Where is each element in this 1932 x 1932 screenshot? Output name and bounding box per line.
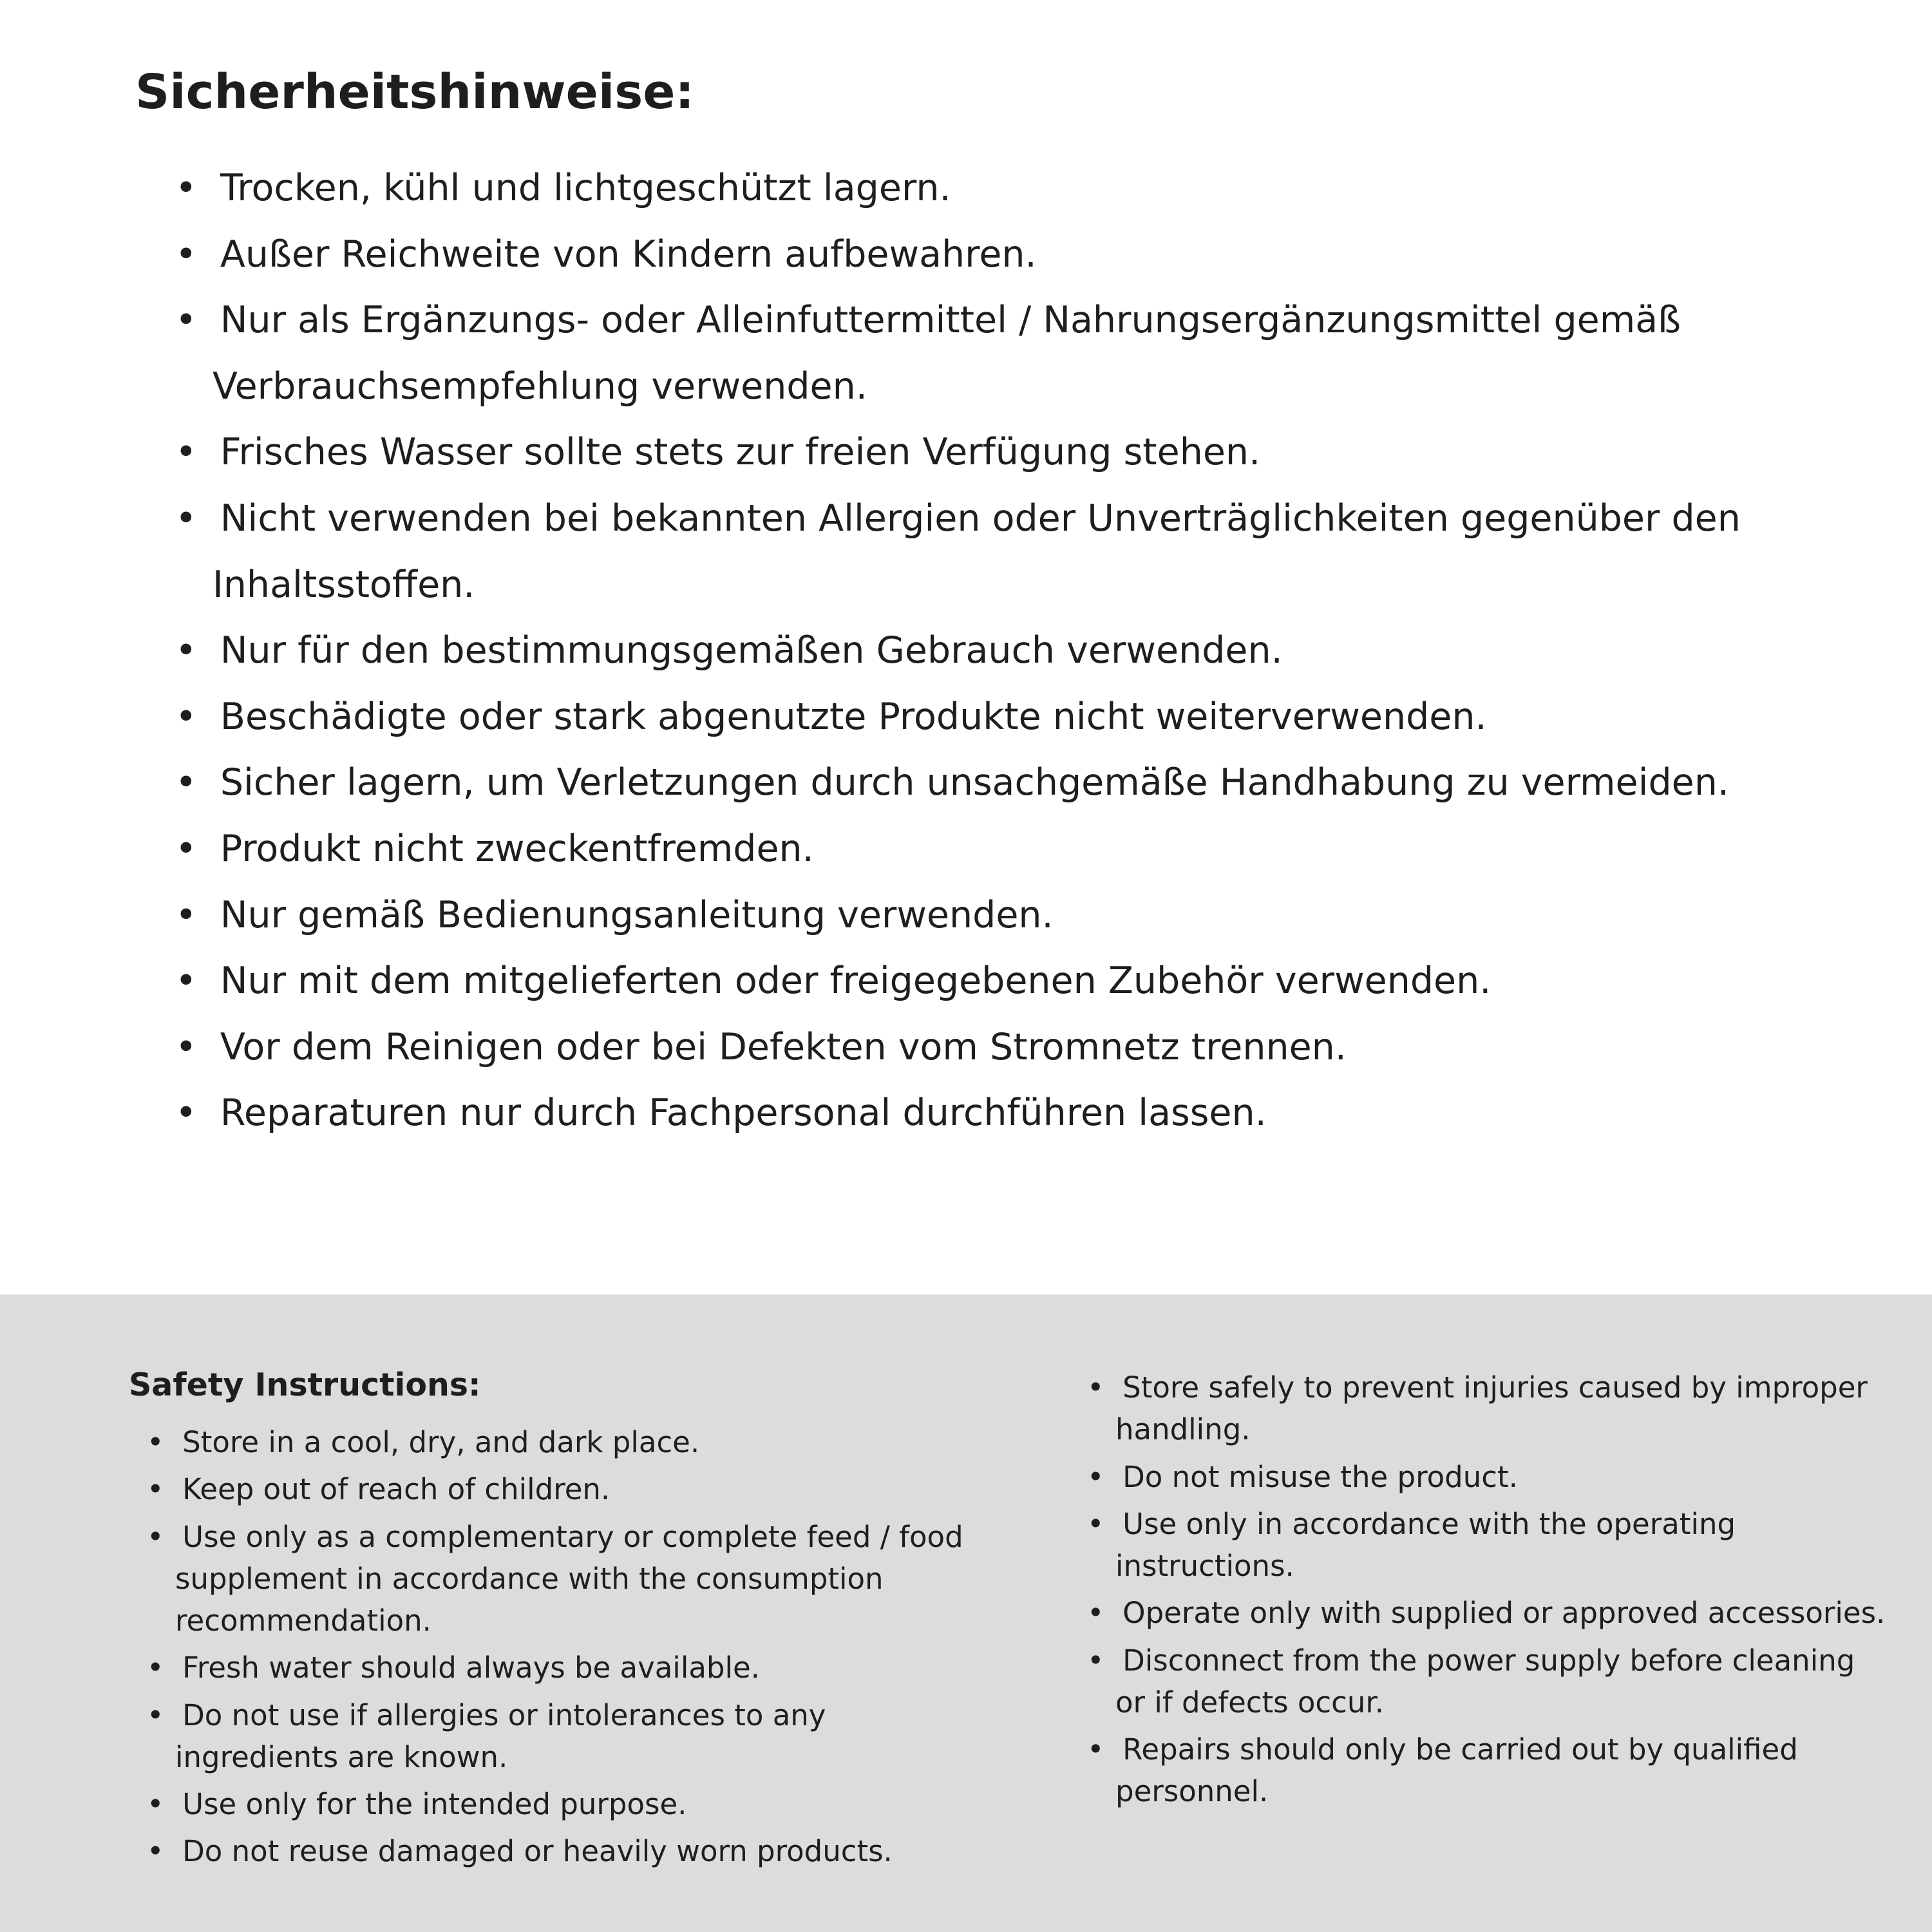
english-section-title: Safety Instructions: (129, 1367, 481, 1403)
list-item: • Nur als Ergänzungs- oder Alleinfuttermittel / Nahrungsergänzungsmittel gemäß Verbrauchsempfehlung verwenden. (175, 287, 1842, 419)
english-safety-list-right (1087, 1367, 1893, 1813)
german-safety-list (175, 155, 1842, 1146)
list-item: • Operate only with supplied or approved accessories. (1087, 1592, 1893, 1634)
list-item: • Reparaturen nur durch Fachpersonal durchführen lassen. (175, 1080, 1842, 1146)
list-item: • Nur mit dem mitgelieferten oder freigegebenen Zubehör verwenden. (175, 948, 1842, 1014)
english-safety-section (0, 1294, 1932, 1932)
list-item: • Frisches Wasser sollte stets zur freien Verfügung stehen. (175, 419, 1842, 486)
english-right-column (1069, 1367, 1893, 1932)
list-item: • Nur gemäß Bedienungsanleitung verwenden. (175, 882, 1842, 949)
english-left-column (129, 1367, 985, 1932)
english-safety-list-left (147, 1421, 985, 1873)
list-item: • Fresh water should always be available. (147, 1647, 985, 1689)
list-item: • Use only for the intended purpose. (147, 1783, 985, 1825)
list-item: • Store in a cool, dry, and dark place. (147, 1421, 985, 1463)
list-item: • Nicht verwenden bei bekannten Allergien oder Unverträglichkeiten gegenüber den Inhaltsstoffen. (175, 486, 1842, 618)
list-item: • Vor dem Reinigen oder bei Defekten vom Stromnetz trennen. (175, 1014, 1842, 1081)
list-item: • Beschädigte oder stark abgenutzte Produkte nicht weiterverwenden. (175, 684, 1842, 750)
list-item: • Use only as a complementary or complete feed / food supplement in accordance with the consumption recommendation. (147, 1516, 985, 1642)
list-item: • Store safely to prevent injuries caused by improper handling. (1087, 1367, 1893, 1451)
list-item: • Außer Reichweite von Kindern aufbewahren. (175, 222, 1842, 288)
list-item: • Keep out of reach of children. (147, 1468, 985, 1510)
german-section-title: Sicherheitshinweise: (135, 64, 695, 120)
list-item: • Use only in accordance with the operating instructions. (1087, 1503, 1893, 1587)
list-item: • Produkt nicht zweckentfremden. (175, 816, 1842, 882)
list-item: • Disconnect from the power supply before cleaning or if defects occur. (1087, 1640, 1893, 1724)
list-item: • Do not reuse damaged or heavily worn products. (147, 1830, 985, 1872)
list-item: • Do not use if allergies or intolerances to any ingredients are known. (147, 1694, 985, 1779)
list-item: • Repairs should only be carried out by qualified personnel. (1087, 1728, 1893, 1813)
list-item: • Sicher lagern, um Verletzungen durch unsachgemäße Handhabung zu vermeiden. (175, 750, 1842, 816)
list-item: • Nur für den bestimmungsgemäßen Gebrauch verwenden. (175, 618, 1842, 684)
list-item: • Trocken, kühl und lichtgeschützt lagern. (175, 155, 1842, 222)
list-item: • Do not misuse the product. (1087, 1456, 1893, 1498)
